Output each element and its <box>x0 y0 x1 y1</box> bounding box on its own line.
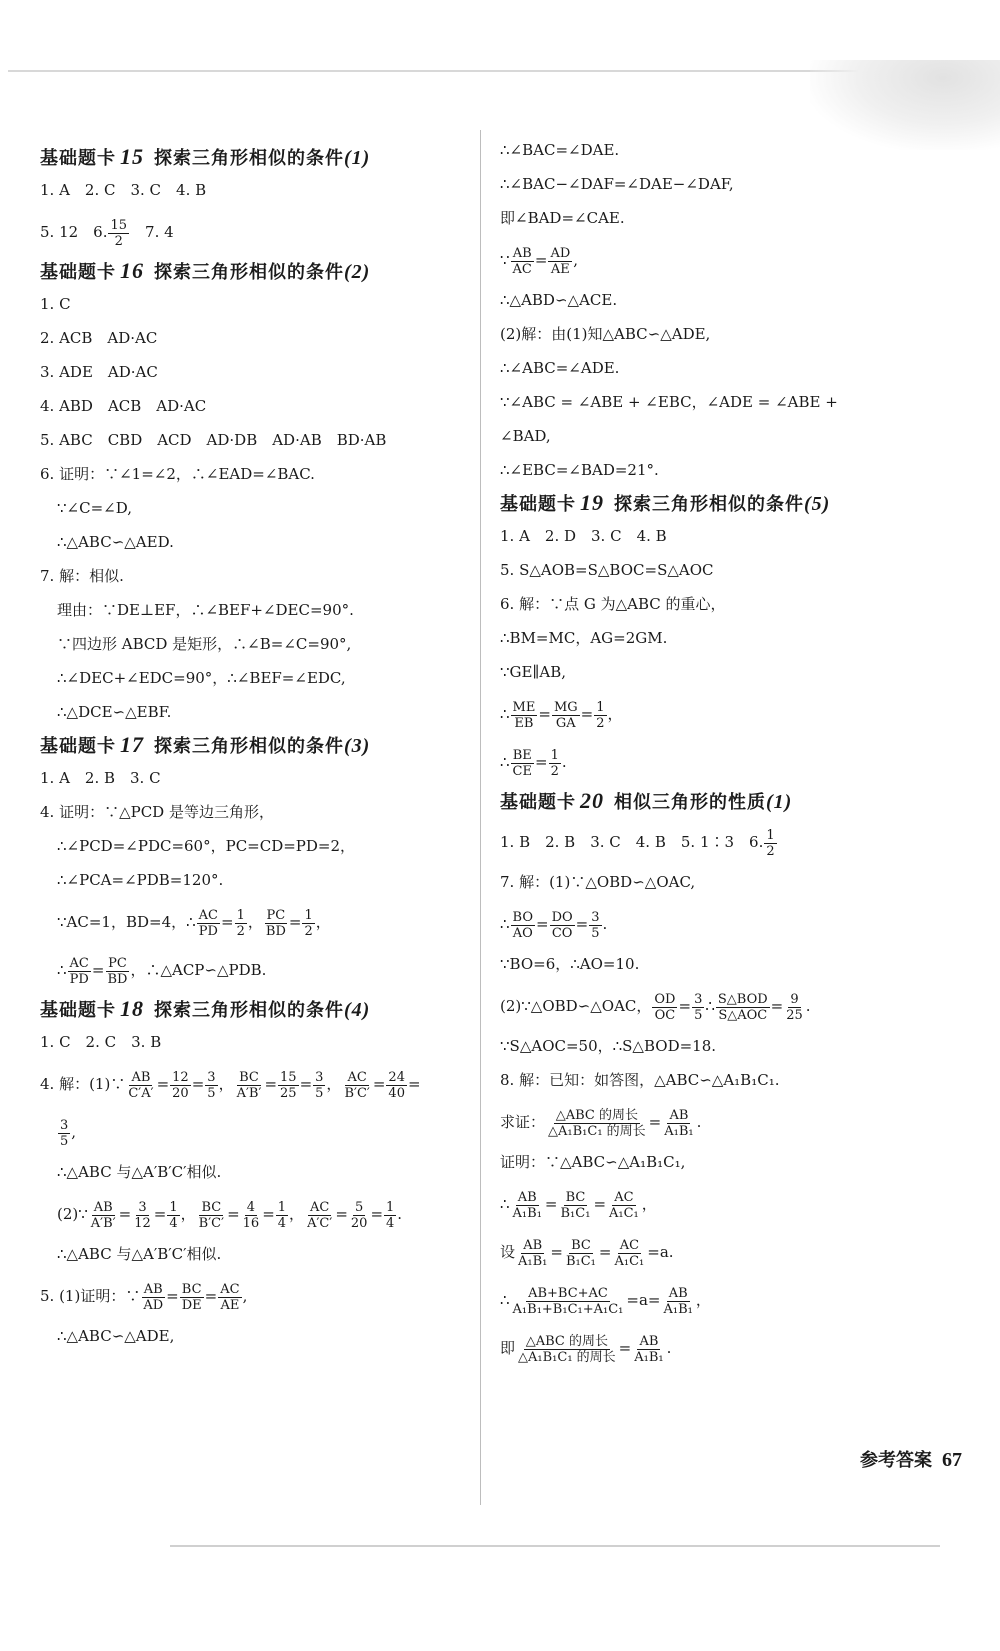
fraction: $\frac{AB}{AD}$ <box>143 1281 164 1313</box>
answer-line: 5. S△AOB=S△BOC=S△AOC <box>500 561 714 579</box>
answer-line: 1. A 2. D 3. C 4. B <box>500 527 667 545</box>
answer-line: 4. 证明：∵△PCD 是等边三角形， <box>40 803 274 821</box>
heading-card-18: 基础题卡 18 探索三角形相似的条件(4) <box>40 996 371 1021</box>
answer-line: ∴ $\frac{AB+BC+AC}{\text{A₁B₁+B₁C₁+A₁C₁}}$ =a= $\frac{AB}{\text{A₁B₁}}$ ， <box>500 1285 711 1317</box>
answer-line: 6. 证明：∵∠1=∠2，∴∠EAD=∠BAC. <box>40 465 315 483</box>
fraction: $\frac{1}{4}$ <box>386 1199 395 1231</box>
answer-line: 设 $\frac{AB}{\text{A₁B₁}}$ = $\frac{BC}{\text{B₁C₁}}$ = $\frac{AC}{\text{A₁C₁}}$ =a. <box>500 1237 674 1269</box>
answer-line: 1. A 2. B 3. C <box>40 769 161 787</box>
answer-line: ∴∠DEC+∠EDC=90°，∴∠BEF=∠EDC, <box>57 669 346 687</box>
answer-line: ∴△ABC∽△ADE, <box>57 1327 175 1345</box>
answer-line: ∴△ABC 与△A′B′C′相似. <box>57 1163 222 1181</box>
answer-line: ∴∠BAC=∠DAE. <box>500 141 620 159</box>
heading-card-17: 基础题卡 17 探索三角形相似的条件(3) <box>40 732 371 757</box>
page-number: 67 <box>942 1449 962 1471</box>
fraction: △ABC 的周长 △A₁B₁C₁ 的周长 <box>548 1107 646 1139</box>
answer-line: ∴∠PCD=∠PDC=60°，PC=CD=PD=2， <box>57 837 356 855</box>
page-footer <box>860 1446 962 1472</box>
fraction: $\frac{AB}{\text{A₁B₁}}$ <box>518 1237 548 1269</box>
answer-line: 证明：∵△ABC∽△A₁B₁C₁, <box>500 1153 686 1171</box>
answer-line: 1. A 2. C 3. C 4. B <box>40 181 207 199</box>
footer-label: 参考答案 <box>860 1450 932 1471</box>
fraction: $\frac{ME}{EB}$ <box>512 699 536 731</box>
answer-line: ∴ $\frac{AC}{PD}$ = $\frac{PC}{BD}$ ，∴△ACP∽△PDB. <box>57 955 267 987</box>
answer-line: (2)∵ $\frac{AB}{A'B'}$ = $\frac{3}{12}$ = $\frac{1}{4}$ ， $\frac{BC}{B'C'}$ = $\frac{4}{16}$ = $\frac{1}{4}$ ， $\frac{AC}{A'C'}$ = $\frac{5}{20}$ = $\frac{1}{4}$ . <box>57 1199 403 1231</box>
answer-line: ∵∠C=∠D, <box>57 499 132 517</box>
answer-line: 即∠BAD=∠CAE. <box>500 209 625 227</box>
answer-line: ∴BM=MC，AG=2GM. <box>500 629 668 647</box>
fraction: $\frac{AC}{B'C'}$ <box>344 1069 370 1101</box>
fraction: $\frac{3}{5}$ <box>694 991 703 1023</box>
answer-line: 1. C <box>40 295 71 313</box>
fraction: $\frac{AC}{A'C'}$ <box>307 1199 333 1231</box>
fraction: $\frac{AC}{\text{A₁C₁}}$ <box>609 1189 639 1221</box>
fraction: $\frac{1}{4}$ <box>277 1199 287 1231</box>
fraction: $\frac{BO}{AO}$ <box>512 909 533 941</box>
fraction: $\frac{3}{5}$ <box>60 1117 69 1149</box>
fraction: △ABC 的周长 △A₁B₁C₁ 的周长 <box>518 1333 616 1365</box>
answer-line: 7. 解：(1)∵△OBD∽△OAC, <box>500 873 696 891</box>
answer-line: ∵S△AOC=50，∴S△BOD=18. <box>500 1037 717 1055</box>
answer-line: ∴∠EBC=∠BAD=21°. <box>500 461 659 479</box>
fraction: $\frac{BC}{DE}$ <box>181 1281 202 1313</box>
answer-line: ∴ $\frac{BO}{AO}$ = $\frac{DO}{CO}$ = $\frac{3}{5}$ . <box>500 909 608 941</box>
answer-line: ∴△ABC 与△A′B′C′相似. <box>57 1245 222 1263</box>
fraction: $\frac{AB}{\text{A₁B₁}}$ <box>663 1285 693 1317</box>
fraction: $\frac{BE}{CE}$ <box>512 747 532 779</box>
answer-line: 5. ABC CBD ACD AD·DB AD·AB BD·AB <box>40 431 387 449</box>
answer-line: ∴△ABD∽△ACE. <box>500 291 618 309</box>
answer-line: 5. 12 6. $\frac{15}{2}$ 7. 4 <box>40 217 174 249</box>
fraction: $\frac{BC}{\text{B₁C₁}}$ <box>560 1189 591 1221</box>
fraction: $\frac{1}{4}$ <box>169 1199 178 1231</box>
answer-line: 2. ACB AD·AC <box>40 329 158 347</box>
fraction: $\frac{15}{25}$ <box>280 1069 297 1101</box>
fraction: $\frac{PC}{BD}$ <box>107 955 128 987</box>
fraction: $\frac{1}{2}$ <box>766 827 775 859</box>
heading-card-15: 基础题卡 15 探索三角形相似的条件(1) <box>40 144 371 169</box>
fraction: S△BOD S△AOC <box>717 991 768 1023</box>
answer-line: (2)解：由(1)知△ABC∽△ADE, <box>500 325 711 343</box>
fraction: $\frac{15}{2}$ <box>110 217 128 249</box>
answer-line: ∵AC=1，BD=4，∴ $\frac{AC}{PD}$ = $\frac{1}{2}$ ， $\frac{PC}{BD}$ = $\frac{1}{2}$ ， <box>57 907 331 939</box>
fraction: $\frac{3}{5}$ <box>315 1069 324 1101</box>
fraction: $\frac{AB}{A'B'}$ <box>90 1199 116 1231</box>
fraction: $\frac{AD}{AE}$ <box>550 245 571 277</box>
fraction: $\frac{1}{2}$ <box>550 747 559 779</box>
fraction: $\frac{DO}{CO}$ <box>551 909 573 941</box>
answer-line: ∵∠ABC = ∠ABE + ∠EBC，∠ADE = ∠ABE + <box>500 393 838 411</box>
fraction: $\frac{24}{40}$ <box>388 1069 405 1101</box>
answer-line: ∵四边形 ABCD 是矩形，∴∠B=∠C=90°, <box>57 635 352 653</box>
fraction: $\frac{1}{2}$ <box>596 699 605 731</box>
fraction: $\frac{3}{5}$ <box>207 1069 216 1101</box>
answer-line: ∴ $\frac{AB}{\text{A₁B₁}}$ = $\frac{BC}{\text{B₁C₁}}$ = $\frac{AC}{\text{A₁C₁}}$ ， <box>500 1189 657 1221</box>
answer-line: ∴ $\frac{BE}{CE}$ = $\frac{1}{2}$ . <box>500 747 567 779</box>
answer-line: ∠BAD, <box>500 427 551 445</box>
fraction: $\frac{1}{2}$ <box>304 907 313 939</box>
answer-line: $\frac{3}{5}$ , <box>60 1117 77 1149</box>
fraction: $\frac{AC}{\text{A₁C₁}}$ <box>614 1237 645 1269</box>
fraction: $\frac{PC}{BD}$ <box>265 907 286 939</box>
answer-line: 4. ABD ACB AD·AC <box>40 397 207 415</box>
corner-shade <box>810 60 1000 150</box>
fraction: $\frac{3}{12}$ <box>134 1199 151 1231</box>
left-column <box>40 138 470 1358</box>
answer-line: ∴∠PCA=∠PDB=120°. <box>57 871 224 889</box>
fraction: $\frac{AC}{PD}$ <box>198 907 219 939</box>
fraction: $\frac{AB}{\text{A₁B₁}}$ <box>634 1333 664 1365</box>
answer-line: 即 △ABC 的周长 △A₁B₁C₁ 的周长 = $\frac{AB}{\text{A₁B₁}}$ . <box>500 1333 672 1365</box>
answer-line: (2)∵△OBD∽△OAC， $\frac{OD}{OC}$ = $\frac{3}{5}$ ∴ S△BOD S△AOC = $\frac{9}{25}$ . <box>500 991 811 1023</box>
answer-line: ∴∠BAC−∠DAF=∠DAE−∠DAF, <box>500 175 734 193</box>
fraction: $\frac{AC}{PD}$ <box>69 955 89 987</box>
answer-line: ∴∠ABC=∠ADE. <box>500 359 620 377</box>
fraction: $\frac{9}{25}$ <box>786 991 803 1023</box>
right-column <box>500 138 940 1376</box>
fraction: $\frac{MG}{GA}$ <box>553 699 578 731</box>
answer-line: 1. C 2. C 3. B <box>40 1033 162 1051</box>
fraction: $\frac{AB+BC+AC}{\text{A₁B₁+B₁C₁+A₁C₁}}$ <box>512 1285 624 1317</box>
answer-line: 4. 解：(1)∵ $\frac{AB}{C'A'}$ = $\frac{12}{20}$ = $\frac{3}{5}$ ， $\frac{BC}{A'B'}$ = $\frac{15}{25}$ = $\frac{3}{5}$ ， $\frac{AC}{B'C'}$ = $\frac{24}{40}$ = <box>40 1069 421 1101</box>
answer-line: ∵ $\frac{AB}{AC}$ = $\frac{AD}{AE}$ , <box>500 245 579 277</box>
answer-line: 6. 解：∵点 G 为△ABC 的重心， <box>500 595 726 613</box>
answer-line: 求证： △ABC 的周长 △A₁B₁C₁ 的周长 = $\frac{AB}{\text{A₁B₁}}$ . <box>500 1107 702 1139</box>
answer-line: 3. ADE AD·AC <box>40 363 158 381</box>
fraction: $\frac{3}{5}$ <box>591 909 600 941</box>
answer-line: 理由：∵DE⊥EF，∴∠BEF+∠DEC=90°. <box>57 601 354 619</box>
fraction: $\frac{12}{20}$ <box>172 1069 189 1101</box>
fraction: $\frac{AC}{AE}$ <box>220 1281 240 1313</box>
answer-line: 8. 解：已知：如答图，△ABC∽△A₁B₁C₁. <box>500 1071 780 1089</box>
heading-card-20: 基础题卡 20 相似三角形的性质(1) <box>500 788 793 813</box>
answer-line: ∴△ABC∽△AED. <box>57 533 174 551</box>
fraction: $\frac{AB}{C'A'}$ <box>128 1069 154 1101</box>
answer-line: ∴△DCE∽△EBF. <box>57 703 172 721</box>
fraction: $\frac{5}{20}$ <box>350 1199 368 1231</box>
answer-line: 1. B 2. B 3. C 4. B 5. 1∶3 6. $\frac{1}{2}$ <box>500 827 775 859</box>
fraction: $\frac{4}{16}$ <box>242 1199 260 1231</box>
fraction: $\frac{AB}{\text{A₁B₁}}$ <box>512 1189 542 1221</box>
fraction: $\frac{AB}{AC}$ <box>512 245 532 277</box>
answer-line: ∵GE∥AB, <box>500 663 567 681</box>
answer-line: 5. (1)证明：∵ $\frac{AB}{AD}$ = $\frac{BC}{DE}$ = $\frac{AC}{AE}$ , <box>40 1281 248 1313</box>
fraction: $\frac{BC}{B'C'}$ <box>198 1199 225 1231</box>
heading-card-16: 基础题卡 16 探索三角形相似的条件(2) <box>40 258 371 283</box>
column-divider <box>480 130 481 1505</box>
answer-line: 7. 解：相似. <box>40 567 124 585</box>
fraction: $\frac{AB}{\text{A₁B₁}}$ <box>664 1107 694 1139</box>
fraction: $\frac{1}{2}$ <box>236 907 245 939</box>
bottom-rule <box>170 1545 940 1547</box>
answer-line: ∵BO=6，∴AO=10. <box>500 955 640 973</box>
heading-card-19: 基础题卡 19 探索三角形相似的条件(5) <box>500 490 831 515</box>
fraction: $\frac{BC}{\text{B₁C₁}}$ <box>565 1237 596 1269</box>
fraction: $\frac{BC}{A'B'}$ <box>236 1069 262 1101</box>
fraction: $\frac{OD}{OC}$ <box>654 991 676 1023</box>
answer-line: ∴ $\frac{ME}{EB}$ = $\frac{MG}{GA}$ = $\frac{1}{2}$ ， <box>500 699 623 731</box>
